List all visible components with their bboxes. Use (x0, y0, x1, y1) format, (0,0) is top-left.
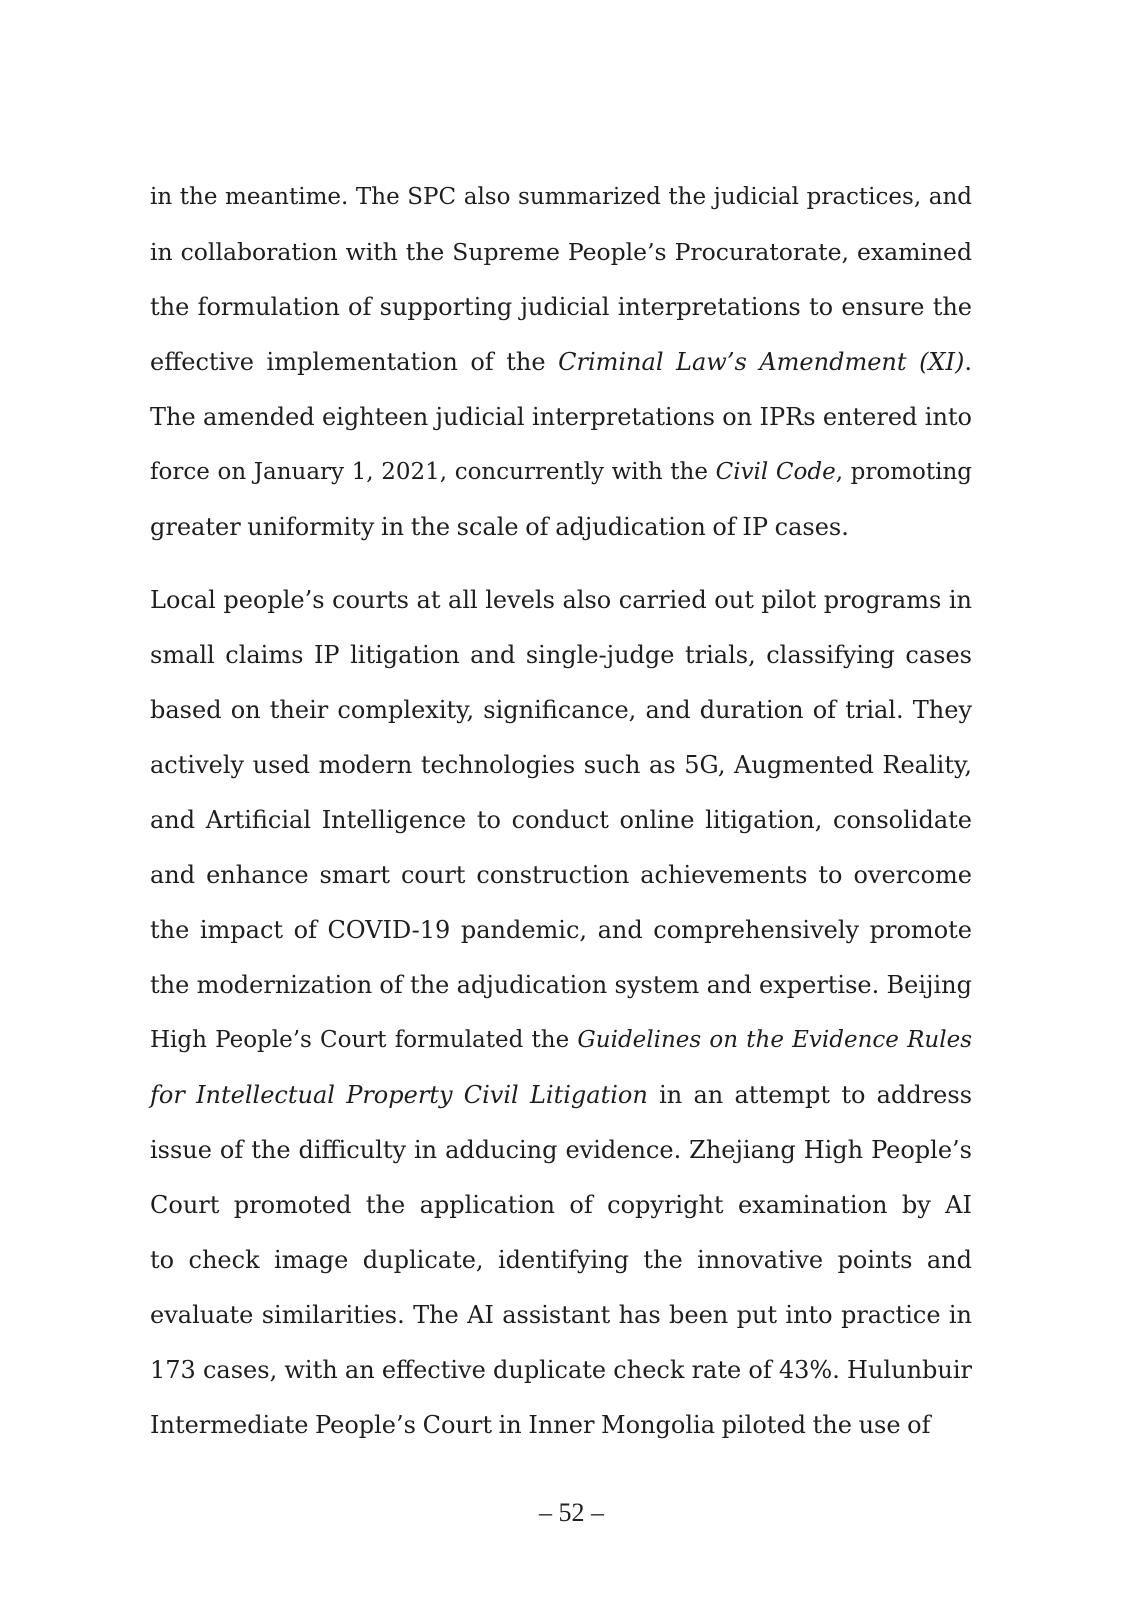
text-line (150, 1013, 972, 1068)
text-segment: and enhance smart court construction achievements to overcome (150, 861, 972, 889)
text-line (150, 1398, 972, 1453)
text-segment: based on their complexity, significance, and duration of trial. They (150, 696, 972, 724)
text-line (150, 390, 972, 445)
text-segment: evaluate similarities. The AI assistant has been put into practice in (150, 1301, 972, 1329)
text-line (150, 1068, 972, 1123)
body-text (150, 170, 972, 1453)
text-segment: , promoting (835, 459, 972, 485)
italic-title: Guidelines on the Evidence Rules (577, 1027, 972, 1053)
text-line (150, 1123, 972, 1178)
italic-title: Criminal Law’s Amendment (XI) (558, 348, 965, 376)
text-line (150, 793, 972, 848)
italic-title: for Intellectual Property Civil Litigation (150, 1081, 648, 1109)
text-segment: actively used modern technologies such as 5G, Augmented Reality, (150, 751, 972, 779)
text-segment: force on January 1, 2021, concurrently with the (150, 459, 716, 485)
paragraph (150, 170, 972, 555)
text-segment: High People’s Court formulated the (150, 1027, 578, 1053)
text-segment: and Artificial Intelligence to conduct online litigation, consolidate (150, 806, 972, 834)
text-line (150, 1233, 972, 1288)
text-line (150, 1288, 972, 1343)
text-segment: Court promoted the application of copyright examination by AI (150, 1191, 972, 1219)
text-line (150, 848, 972, 903)
text-line (150, 280, 972, 335)
text-line (150, 1343, 972, 1398)
text-line (150, 1178, 972, 1233)
text-segment: The amended eighteen judicial interpretations on IPRs entered into (150, 403, 972, 431)
text-segment: 173 cases, with an effective duplicate check rate of 43%. Hulunbuir (150, 1356, 972, 1384)
text-segment: issue of the difficulty in adducing evidence. Zhejiang High People’s (150, 1136, 972, 1164)
text-segment: Intermediate People’s Court in Inner Mongolia piloted the use of (150, 1411, 931, 1439)
text-segment: effective implementation of the (150, 348, 559, 376)
text-line (150, 628, 972, 683)
text-segment: greater uniformity in the scale of adjudication of IP cases. (150, 513, 849, 541)
text-segment: the modernization of the adjudication system and expertise. Beijing (150, 971, 972, 999)
text-segment: small claims IP litigation and single-judge trials, classifying cases (150, 641, 972, 669)
text-segment: to check image duplicate, identifying the innovative points and (150, 1246, 972, 1274)
text-line (150, 683, 972, 738)
text-segment: . (964, 348, 972, 376)
italic-title: Civil Code (715, 459, 836, 485)
text-line (150, 500, 972, 555)
text-line (150, 958, 972, 1013)
text-segment: the impact of COVID-19 pandemic, and comprehensively promote (150, 916, 972, 944)
text-line (150, 225, 972, 280)
text-segment: in an attempt to address (647, 1081, 973, 1109)
text-segment: in the meantime. The SPC also summarized the judicial practices, and (150, 184, 972, 210)
text-line (150, 170, 972, 225)
text-line (150, 445, 972, 500)
text-segment: the formulation of supporting judicial interpretations to ensure the (150, 293, 972, 321)
text-line (150, 738, 972, 793)
text-line (150, 335, 972, 390)
text-segment: in collaboration with the Supreme People’s Procuratorate, examined (150, 238, 972, 266)
text-segment: Local people’s courts at all levels also carried out pilot programs in (150, 586, 972, 614)
text-line (150, 573, 972, 628)
page-number: – 52 – (539, 1498, 604, 1527)
paragraph (150, 573, 972, 1453)
text-line (150, 903, 972, 958)
